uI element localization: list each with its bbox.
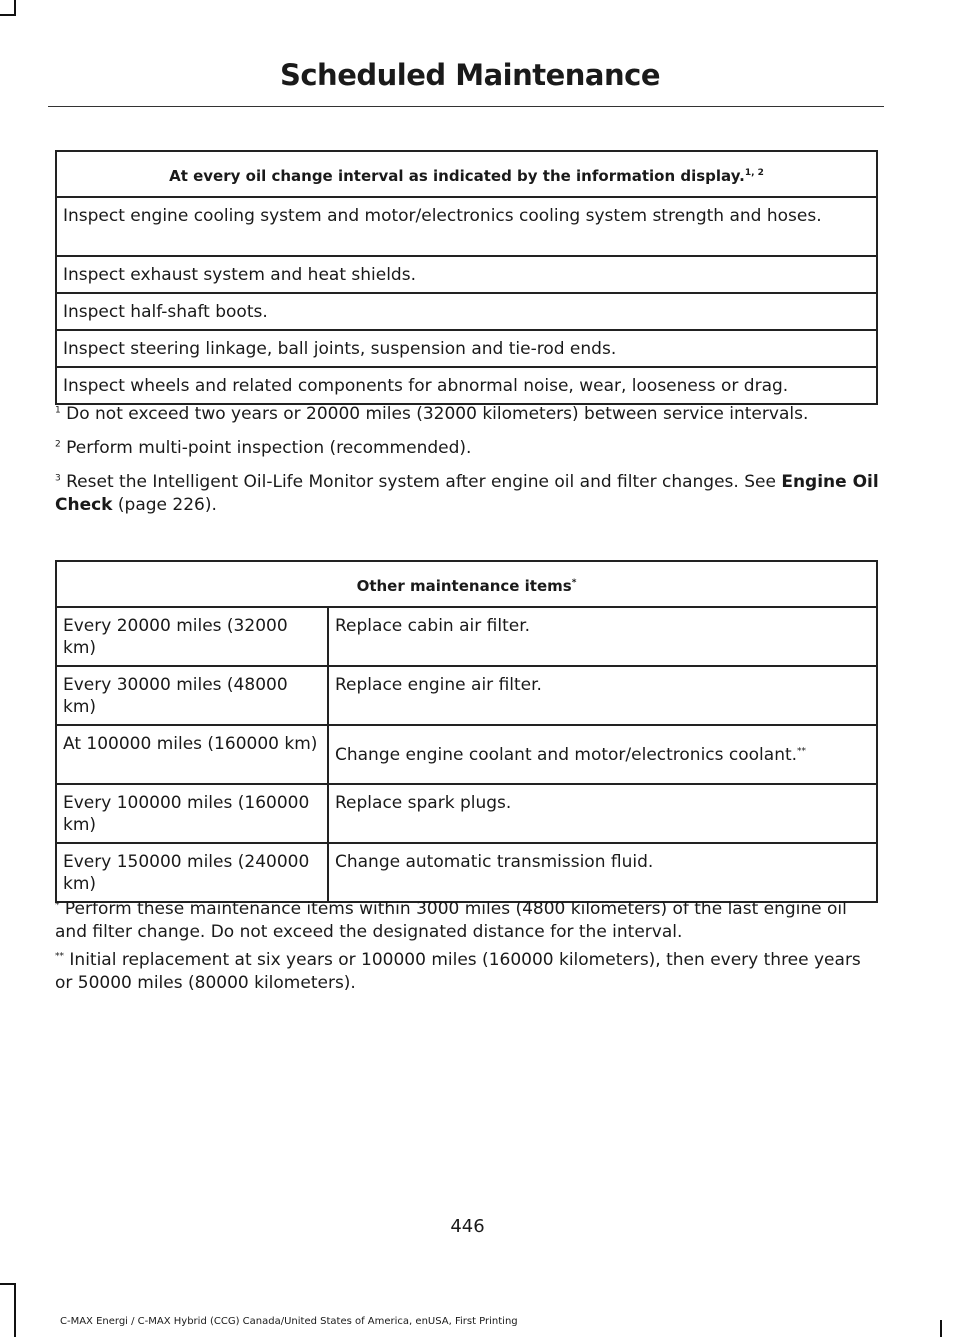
table-row xyxy=(56,784,877,843)
oil-change-item: Inspect steering linkage, ball joints, suspension and tie-rod ends. xyxy=(56,330,877,367)
page-number: 446 xyxy=(450,1216,485,1237)
footnote xyxy=(55,898,883,944)
table-row xyxy=(56,197,877,256)
footnote-text: Reset the Intelligent Oil-Life Monitor system after engine oil and filter changes. See xyxy=(60,472,782,492)
table-row xyxy=(56,607,877,666)
footnote-text: Perform multi-point inspection (recommended). xyxy=(60,438,472,458)
table-row xyxy=(56,293,877,330)
table-row xyxy=(56,330,877,367)
interval-cell: Every 150000 miles (240000 km) xyxy=(56,843,328,902)
crop-mark-bottom-left xyxy=(14,1283,16,1337)
footnote xyxy=(55,437,883,460)
action-mark: ** xyxy=(797,746,807,757)
interval-cell: Every 30000 miles (48000 km) xyxy=(56,666,328,725)
action-text: Replace engine air filter. xyxy=(335,675,542,695)
oil-change-item: Inspect wheels and related components for abnormal noise, wear, looseness or drag. xyxy=(56,367,877,404)
oil-change-header-marks: 1, 2 xyxy=(744,168,764,178)
crop-mark-bottom-right xyxy=(940,1320,942,1337)
title-divider xyxy=(48,106,884,107)
footnote-mark: 2 xyxy=(55,439,61,450)
crop-mark-top-left-h xyxy=(0,14,16,16)
other-maintenance-footnotes xyxy=(55,898,883,1000)
oil-change-item: Inspect exhaust system and heat shields. xyxy=(56,256,877,293)
footnote-mark: ** xyxy=(55,951,64,962)
footnote-text: Perform these maintenance items within 3000 miles (4800 kilometers) of the last engine oil and filter change. Do not exceed the designated distance for the interval. xyxy=(55,899,847,942)
footnote-text: Initial replacement at six years or 100000 miles (160000 kilometers), then every three years or 50000 miles (80000 kilometers). xyxy=(55,950,861,993)
footnote xyxy=(55,471,883,517)
interval-cell: At 100000 miles (160000 km) xyxy=(56,725,328,784)
oil-change-item: Inspect half-shaft boots. xyxy=(56,293,877,330)
table-row xyxy=(56,666,877,725)
action-cell xyxy=(328,784,877,843)
action-text: Change engine coolant and motor/electronics coolant. xyxy=(335,745,798,765)
footnote xyxy=(55,403,883,426)
footnote-text: Do not exceed two years or 20000 miles (32000 kilometers) between service intervals. xyxy=(60,404,809,424)
footnote-page-ref: (page 226). xyxy=(112,495,217,515)
oil-change-item: Inspect engine cooling system and motor/electronics cooling system strength and hoses. xyxy=(56,197,877,256)
action-text: Change automatic transmission fluid. xyxy=(335,852,654,872)
oil-change-table xyxy=(55,150,878,405)
interval-cell: Every 100000 miles (160000 km) xyxy=(56,784,328,843)
other-maintenance-header-mark: * xyxy=(571,578,577,588)
footer-text: C-MAX Energi / C-MAX Hybrid (CCG) Canada/United States of America, enUSA, First Printing xyxy=(60,1316,518,1327)
oil-change-footnotes xyxy=(55,403,883,528)
action-text: Replace spark plugs. xyxy=(335,793,512,813)
crop-mark-bottom-left-h xyxy=(0,1283,16,1285)
table-row xyxy=(56,256,877,293)
interval-cell: Every 20000 miles (32000 km) xyxy=(56,607,328,666)
footnote-mark: * xyxy=(55,900,60,911)
action-cell xyxy=(328,607,877,666)
table-row xyxy=(56,367,877,404)
action-text: Replace cabin air filter. xyxy=(335,616,531,636)
action-cell xyxy=(328,843,877,902)
other-maintenance-header xyxy=(56,561,877,607)
other-maintenance-table xyxy=(55,560,878,903)
oil-change-header-text: At every oil change interval as indicated by the information display. xyxy=(169,167,745,185)
footnote xyxy=(55,949,883,995)
footnote-mark: 3 xyxy=(55,473,61,484)
oil-change-table-header xyxy=(56,151,877,197)
action-cell xyxy=(328,666,877,725)
other-maintenance-header-text: Other maintenance items xyxy=(356,577,572,595)
footnote-mark: 1 xyxy=(55,405,61,416)
page-title: Scheduled Maintenance xyxy=(279,58,661,92)
table-row xyxy=(56,725,877,784)
engine-oil-check-link[interactable]: Engine Oil Check xyxy=(55,472,879,515)
table-row xyxy=(56,843,877,902)
action-cell xyxy=(328,725,877,784)
